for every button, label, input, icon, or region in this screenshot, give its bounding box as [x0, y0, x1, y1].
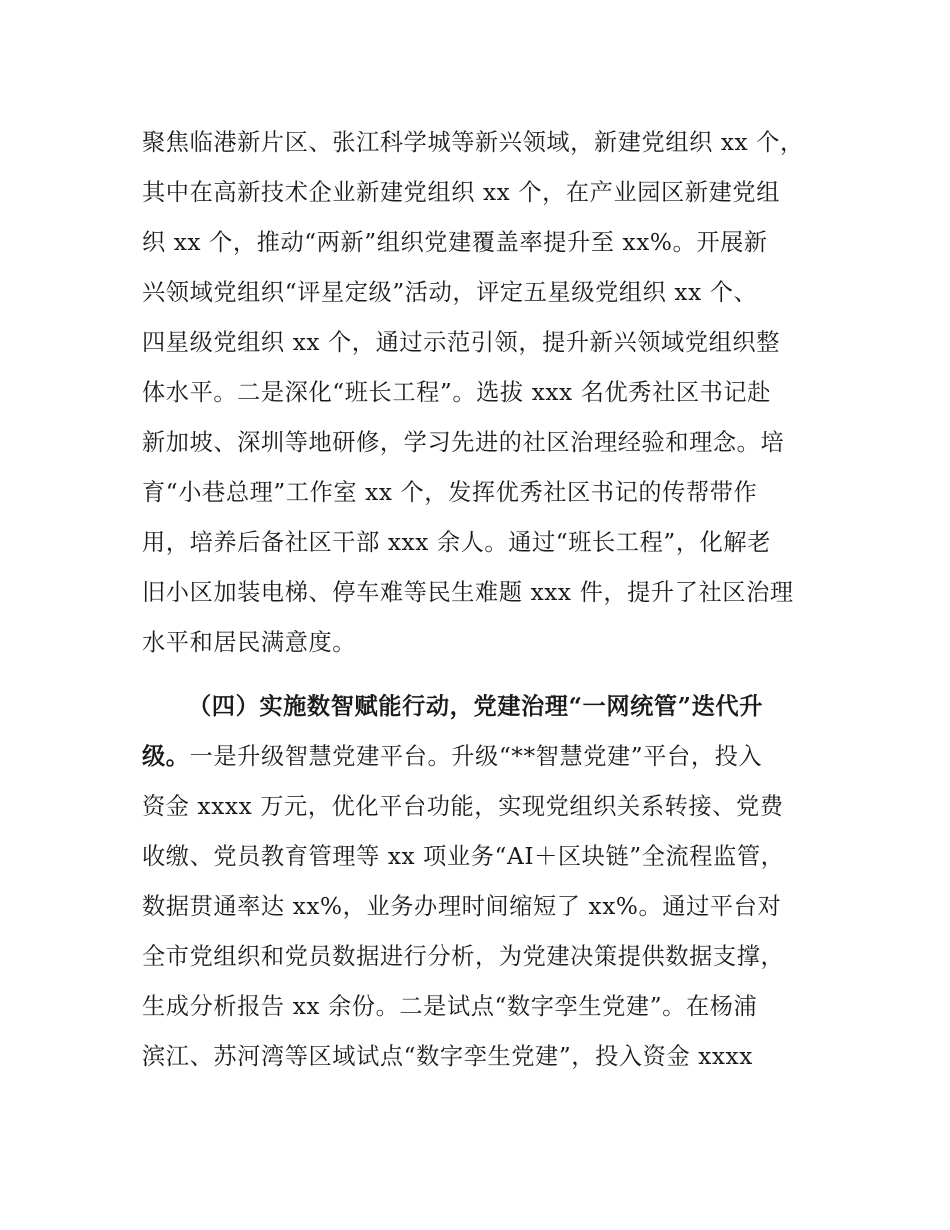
text-line: 收缴、党员教育管理等 xx 项业务“AI＋区块链”全流程监管， [142, 843, 785, 870]
text-line: 用，培养后备社区干部 xxx 余人。通过“班长工程”，化解老 [142, 529, 771, 556]
text-line [142, 732, 814, 782]
text-line: 全市党组织和党员数据进行分析，为党建决策提供数据支撑， [142, 943, 785, 970]
text-line: 其中在高新技术企业新建党组织 xx 个，在产业园区新建党组 [142, 179, 780, 206]
text-line: 水平和居民满意度。 [142, 629, 357, 656]
text-segment: 一是升级智慧党建平台。升级“**智慧党建”平台，投入 [189, 743, 763, 770]
text-line: 育“小巷总理”工作室 xx 个，发挥优秀社区书记的传帮带作 [142, 479, 758, 506]
text-line: 数据贯通率达 xx%，业务办理时间缩短了 xx%。通过平台对 [142, 893, 782, 920]
text-line: 织 xx 个，推动“两新”组织党建覆盖率提升至 xx%。开展新 [142, 229, 768, 256]
text-line: 资金 xxxx 万元，优化平台功能，实现党组织关系转接、党费 [142, 793, 784, 820]
text-line: 新加坡、深圳等地研修，学习先进的社区治理经验和理念。培 [142, 429, 785, 456]
text-line: 体水平。二是深化“班长工程”。选拔 xxx 名优秀社区书记赴 [142, 379, 771, 406]
section-heading-end: 级。 [142, 743, 190, 770]
section-heading: （四）实施数智赋能行动，党建治理“一网统管”迭代升 [188, 693, 763, 720]
text-line: 聚焦临港新片区、张江科学城等新兴领域，新建党组织 xx 个， [142, 129, 804, 156]
text-line: 旧小区加装电梯、停车难等民生难题 xxx 件，提升了社区治理 [142, 579, 794, 606]
text-line: 兴领域党组织“评星定级”活动，评定五星级党组织 xx 个、 [142, 279, 758, 306]
text-line: 四星级党组织 xx 个，通过示范引领，提升新兴领域党组织整 [142, 329, 780, 356]
text-line: 生成分析报告 xx 余份。二是试点“数字孪生党建”。在杨浦 [142, 993, 758, 1020]
text-line: 滨江、苏河湾等区域试点“数字孪生党建”，投入资金 xxxx [142, 1043, 753, 1070]
